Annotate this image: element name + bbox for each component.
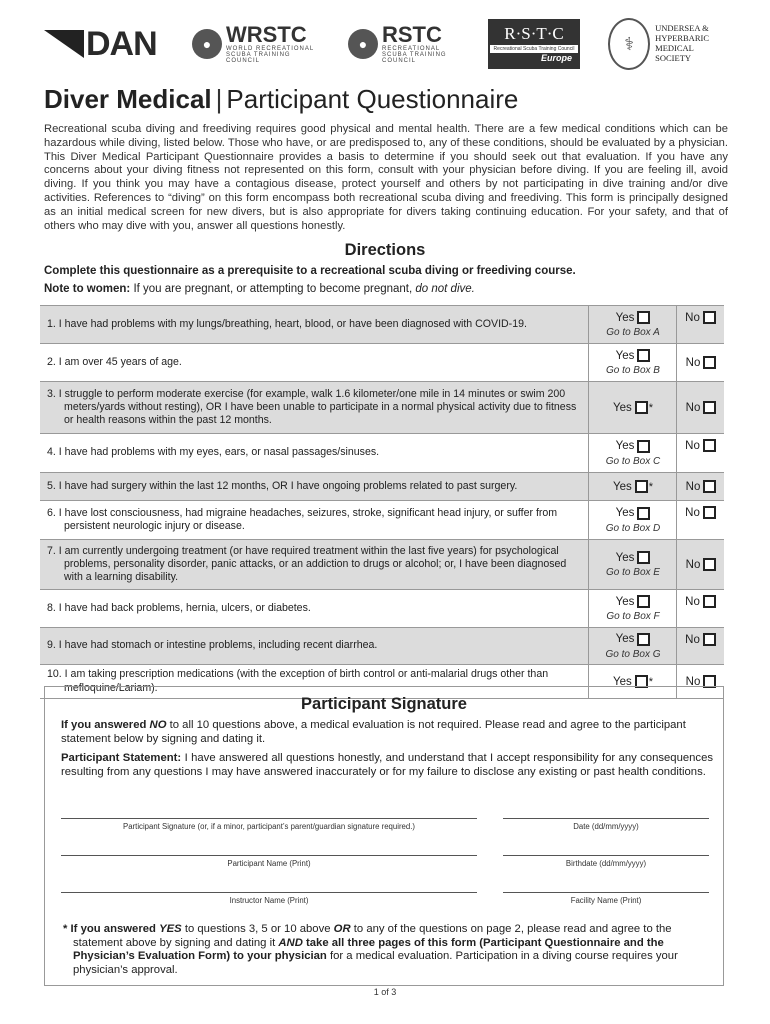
question-row-4: 4. I have had problems with my eyes, ears, or nasal passages/sinuses. Yes Go to Box C No [40,434,724,473]
intro-paragraph: Recreational scuba diving and freediving requires good physical and mental health. There are a few medical conditions which can be hazardous while diving, listed below. Those who have, or are predisposed to, any of these conditions, should be evaluated by a physician. This Diver Medical Participant Questionnaire provides a basis to determine if you should seek out that evaluation. If you have any concerns about your diving fitness not represented on this form, consult with your physician before diving. If you are feeling ill, avoid diving. If you think you may have a contagious disease, protect yourself and others by not participating in dive training and/or dive activities. References to “diving” on this form encompass both recreational scuba diving and freediving. This form is principally designed as an initial medical screen for new divers, but is also appropriate for divers taking continuing education. For your safety, and that of others who may dive with you, answer all questions honestly. [44,123,728,232]
instructor-name-line[interactable] [61,892,477,893]
no-checkbox-q1[interactable] [703,311,716,324]
yes-checkbox-q3[interactable] [635,401,648,414]
question-row-2: 2. I am over 45 years of age. Yes Go to Box B No [40,344,724,382]
facility-name-line[interactable] [503,892,709,893]
yes-checkbox-q7[interactable] [637,551,650,564]
uhms-logo: ⚕ UNDERSEA & HYPERBARIC MEDICAL SOCIETY [608,16,728,72]
rstc-logo: ● RSTC RECREATIONAL SCUBA TRAINING COUNCIL [348,16,466,72]
participant-signature-section: Participant Signature If you answered NO to all 10 questions above, a medical evaluation is not required. Please read and agree to the participant statement below by signing and dating it. Participant Statement: I have answered all questions honestly, and understand that I accept responsibility for any consequences resulting from any questions I may have answered inaccurately or for my failure to disclose any existing or past health conditions. Participant Signature (or, if a minor, participant’s parent/guardian signature required.) Date (dd/mm/yyyy) Participant Name (Print) Birthdate (dd/mm/yyyy) Instructor Name (Print) Facility Name (Print) * If you answered YES to questions 3, 5 or 10 above OR to any of the questions on page 2, please read and agree to the statement above by signing and dating it AND take all three pages of this form (Participant Questionnaire and the Physician’s Evaluation Form) to your physician for a medical evaluation. Participation in a diving course requires your physician’s approval. [44,686,724,986]
rstc-europe-logo: R·S·T·C Recreational Scuba Training Council Europe [488,16,580,72]
question-row-5: 5. I have had surgery within the last 12 months, OR I have ongoing problems related to past surgery. Yes * No [40,473,724,501]
page-number: 1 of 3 [373,987,397,997]
dan-logo: DAN [44,16,157,72]
no-checkbox-q9[interactable] [703,633,716,646]
participant-statement: Participant Statement: I have answered all questions honestly, and understand that I accept responsibility for any consequences resulting from any questions I may have answered inaccurately or for my failure to disclose any existing or past health conditions. [61,752,714,778]
yes-checkbox-q4[interactable] [637,440,650,453]
page-title: Diver Medical | Participant Questionnaire [44,84,519,114]
yes-checkbox-q5[interactable] [635,480,648,493]
no-checkbox-q5[interactable] [703,480,716,493]
question-row-6: 6. I have lost consciousness, had migraine headaches, seizures, stroke, significant head injury, or suffer from persistent neurologic injury or disease. Yes Go to Box D No [40,501,724,540]
no-checkbox-q6[interactable] [703,506,716,519]
globe-icon: ● [192,29,222,59]
question-row-1: 1. I have had problems with my lungs/breathing, heart, blood, or have been diagnosed with COVID-19. Yes Go to Box A No [40,306,724,344]
caduceus-icon: ⚕ [608,18,650,70]
no-checkbox-q7[interactable] [703,558,716,571]
yes-checkbox-q9[interactable] [637,633,650,646]
no-checkbox-q4[interactable] [703,439,716,452]
signature-heading: Participant Signature [301,695,467,713]
no-checkbox-q3[interactable] [703,401,716,414]
no-answers-instructions: If you answered NO to all 10 questions above, a medical evaluation is not required. Please read and agree to the participant statement below by signing and dating it. [61,719,686,745]
logo-bar [44,16,728,72]
no-checkbox-q2[interactable] [703,356,716,369]
question-row-10: 10. I am taking prescription medications (with the exception of birth control or anti-malarial drugs other than mefloquine/Lariam). Yes * No [40,665,724,699]
wrstc-logo: ● WRSTC WORLD RECREATIONAL SCUBA TRAINING COUNCIL [192,16,326,72]
question-row-7: 7. I am currently undergoing treatment (or have required treatment within the last five years) for psychological problems, personality disorder, panic attacks, or an addiction to drugs or alcohol; or, I have been diagnosed with a learning disability. Yes Go to Box E No [40,540,724,590]
note-to-women: Note to women: If you are pregnant, or attempting to become pregnant, do not dive. [44,283,475,295]
directions-text: Complete this questionnaire as a prerequisite to a recreational scuba diving or freediving course. [44,265,576,277]
yes-checkbox-q1[interactable] [637,311,650,324]
yes-answers-note: * If you answered YES to questions 3, 5 or 10 above OR to any of the questions on page 2, please read and agree to the statement above by signing and dating it AND take all three pages of this form (Participant Questionnaire and the Physician’s Evaluation Form) to your physician for a medical evaluation. Participation in a diving course requires your physician’s approval. [63,923,678,976]
yes-checkbox-q8[interactable] [637,595,650,608]
yes-checkbox-q6[interactable] [637,507,650,520]
date-line[interactable] [503,818,709,819]
signature-line[interactable] [61,818,477,819]
directions-heading: Directions [344,241,426,259]
no-checkbox-q8[interactable] [703,595,716,608]
question-row-3: 3. I struggle to perform moderate exercise (for example, walk 1.6 kilometer/one mile in 14 minutes or swim 200 meters/yards without resting), OR I have been unable to participate in a normal physical activity due to fitness or health reasons within the past 12 months. Yes * No [40,382,724,434]
participant-name-line[interactable] [61,855,477,856]
question-row-8: 8. I have had back problems, hernia, ulcers, or diabetes. Yes Go to Box F No [40,590,724,628]
questions-table [40,305,724,699]
dive-flag-icon [44,30,84,58]
question-row-9: 9. I have had stomach or intestine problems, including recent diarrhea. Yes Go to Box G No [40,628,724,665]
birthdate-line[interactable] [503,855,709,856]
yes-checkbox-q2[interactable] [637,349,650,362]
globe-icon: ● [348,29,378,59]
